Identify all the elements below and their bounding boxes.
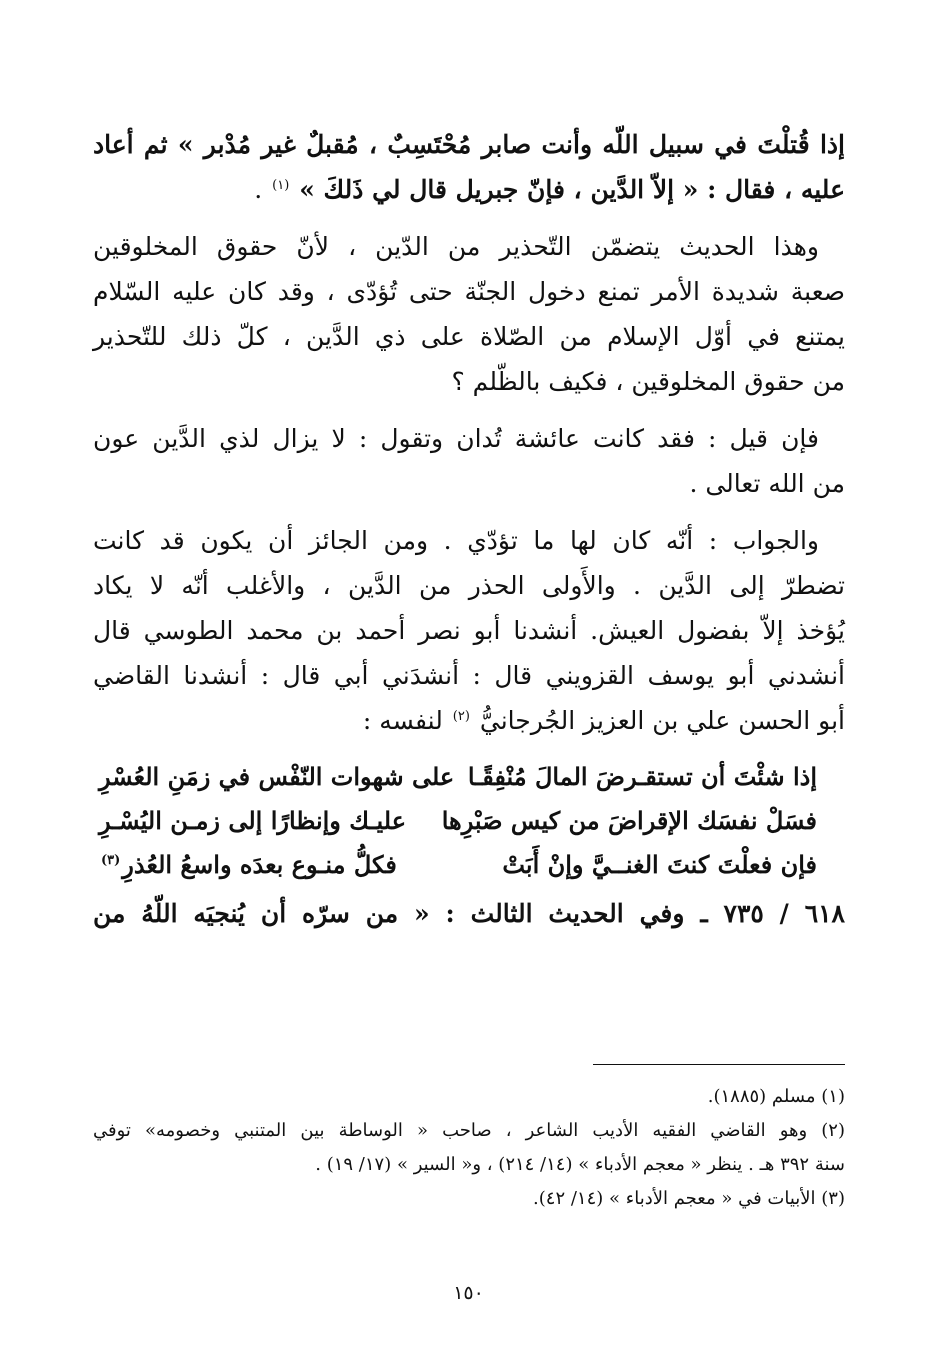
footnote-marker[interactable]: (٣): [101, 853, 121, 868]
page-number: ١٥٠: [453, 1282, 484, 1304]
verse-second-hemistich: عليـك وإنظارًا إلى زمـن اليُسْـرِ: [99, 806, 407, 835]
footnote-divider: [593, 1064, 845, 1065]
text-line: يمتنع في أوّل الإسلام من الصّلاة على ذي الدَّين ، كلّ ذلك للتّحذير: [93, 322, 845, 351]
text-line: فإن قيل : فقد كانت عائشة تُدان وتقول : لا يزال لذي الدَّين عون: [93, 424, 819, 453]
footnotes: [93, 1080, 845, 1216]
punctuation: .: [254, 175, 263, 204]
verse-first-hemistich: فإن فعلْتَ كنتَ الغنــيَّ وإنْ أَبَتْ: [502, 850, 817, 879]
text-segment: لنفسه :: [362, 706, 443, 735]
verse-second-hemistich: [99, 843, 397, 887]
text-line: أنشدني أبو يوسف القزويني قال : أنشدَني أبي قال : أنشدنا القاضي: [93, 661, 845, 690]
text-line: إذا قُتلْتَ في سبيل اللّه وأنت صابر مُحْتَسِبٌ ، مُقبلٌ غير مُدْبر » ثم أعاد: [93, 130, 845, 159]
text-line: [93, 167, 845, 212]
paragraph-hadith-ending: [93, 122, 845, 212]
footnote-3: (٣) الأبيات في « معجم الأدباء » (١٤/ ٤٢).: [533, 1188, 845, 1209]
main-text: [93, 122, 845, 948]
footnote-marker[interactable]: (٢): [452, 708, 470, 724]
verse-line: [93, 843, 845, 887]
text-line: ٦١٨ / ٧٣٥ ـ وفي الحديث الثالث : « من سرّه أن يُنجيَه اللّهُ من: [93, 899, 845, 928]
text-line: وهذا الحديث يتضمّن التّحذير من الدّين ، لأنّ حقوق المخلوقين: [93, 232, 819, 261]
hemistich-text: فكلُّ منـوع بعدَه واسعُ العُذرِ: [122, 850, 397, 879]
paragraph-answer: [93, 518, 845, 743]
text-line: من حقوق المخلوقين ، فكيف بالظّلم ؟: [451, 367, 845, 396]
footnote-2-continued: سنة ٣٩٢ هـ . ينظر « معجم الأدباء » (١٤/ ٢١٤) ، و« السير » (١٧/ ١٩) .: [315, 1154, 845, 1175]
text-line: تضطرّ إلى الدَّين . والأَولى الحذر من الدَّين ، والأغلب أنّه لا يكاد: [93, 571, 845, 600]
paragraph-objection: [93, 416, 845, 506]
paragraph-next-hadith: [93, 891, 845, 936]
text-line: [93, 698, 845, 743]
text-segment: أبو الحسن علي بن العزيز الجُرجانيُّ: [479, 706, 845, 735]
paragraph-commentary: [93, 224, 845, 404]
verse-second-hemistich: على شهوات النّفْس في زمَنِ العُسْرِ: [99, 762, 455, 791]
verse-line: [93, 799, 845, 843]
text-line: يُؤخذ إلاّ بفضول العيش. أنشدنا أبو نصر أحمد بن محمد الطوسي قال: [93, 616, 845, 645]
footnote-1: (١) مسلم (١٨٨٥).: [707, 1086, 845, 1107]
footnote-2: (٢) وهو القاضي الفقيه الأديب الشاعر ، صاحب « الوساطة بين المتنبي وخصومه» توفي: [93, 1120, 845, 1141]
poem-verses: [93, 755, 845, 887]
footnote-marker[interactable]: (١): [272, 177, 290, 193]
quote-text: عليه ، فقال : « إلاّ الدَّين ، فإنّ جبريل قال لي ذَلكَ »: [299, 175, 845, 204]
verse-first-hemistich: فسَلْ نفسَك الإقراضَ من كيس صَبْرِها: [441, 806, 817, 835]
text-line: والجواب : أنّه كان لها ما تؤدّي . ومن الجائز أن يكون قد كانت: [93, 526, 819, 555]
text-line: من الله تعالى .: [689, 469, 845, 498]
verse-first-hemistich: إذا شئْتَ أن تستقـرضَ المالَ مُنْفِقًـا: [467, 762, 817, 791]
verse-line: [93, 755, 845, 799]
text-line: صعبة شديدة الأمر تمنع دخول الجنّة حتى تُؤدّى ، وقد كان عليه السّلام: [93, 277, 845, 306]
